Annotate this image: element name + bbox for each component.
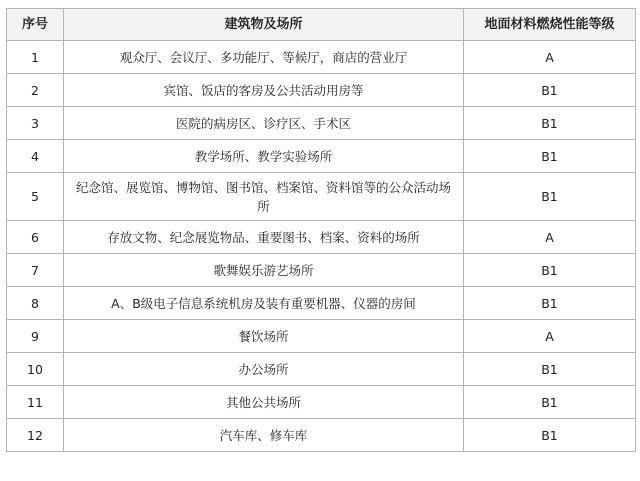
table-row: [7, 221, 636, 254]
table-body: [7, 41, 636, 452]
column-header-grade: 地面材料燃烧性能等级: [464, 9, 636, 41]
table-row: [7, 254, 636, 287]
table-header: [7, 9, 636, 41]
cell-no: 8: [7, 287, 64, 320]
cell-no: 12: [7, 419, 64, 452]
header-row: [7, 9, 636, 41]
table-row: [7, 107, 636, 140]
cell-place: 纪念馆、展览馆、博物馆、图书馆、档案馆、资料馆等的公众活动场所: [64, 173, 464, 221]
cell-grade: B1: [464, 173, 636, 221]
table-row: [7, 41, 636, 74]
cell-place: 医院的病房区、诊疗区、手术区: [64, 107, 464, 140]
table-row: [7, 74, 636, 107]
column-header-no: 序号: [7, 9, 64, 41]
cell-no: 10: [7, 353, 64, 386]
cell-place: 办公场所: [64, 353, 464, 386]
cell-grade: A: [464, 320, 636, 353]
cell-grade: B1: [464, 140, 636, 173]
table-row: [7, 287, 636, 320]
cell-no: 2: [7, 74, 64, 107]
flooring-fire-rating-table: [6, 8, 636, 452]
cell-no: 4: [7, 140, 64, 173]
table-row: [7, 419, 636, 452]
table-row: [7, 320, 636, 353]
cell-grade: A: [464, 41, 636, 74]
cell-grade: B1: [464, 386, 636, 419]
cell-no: 11: [7, 386, 64, 419]
table-row: [7, 386, 636, 419]
cell-no: 1: [7, 41, 64, 74]
cell-no: 9: [7, 320, 64, 353]
cell-place: 教学场所、教学实验场所: [64, 140, 464, 173]
cell-place: 餐饮场所: [64, 320, 464, 353]
cell-grade: B1: [464, 353, 636, 386]
table-row: [7, 353, 636, 386]
cell-place: 宾馆、饭店的客房及公共活动用房等: [64, 74, 464, 107]
cell-grade: B1: [464, 74, 636, 107]
cell-grade: B1: [464, 107, 636, 140]
cell-no: 5: [7, 173, 64, 221]
cell-place: 存放文物、纪念展览物品、重要图书、档案、资料的场所: [64, 221, 464, 254]
column-header-place: 建筑物及场所: [64, 9, 464, 41]
cell-no: 3: [7, 107, 64, 140]
cell-place: 汽车库、修车库: [64, 419, 464, 452]
table-row: [7, 140, 636, 173]
cell-no: 6: [7, 221, 64, 254]
cell-grade: A: [464, 221, 636, 254]
cell-grade: B1: [464, 254, 636, 287]
cell-place: 歌舞娱乐游艺场所: [64, 254, 464, 287]
table-row: [7, 173, 636, 221]
cell-place: 观众厅、会议厅、多功能厅、等候厅，商店的营业厅: [64, 41, 464, 74]
cell-grade: B1: [464, 287, 636, 320]
cell-grade: B1: [464, 419, 636, 452]
cell-place: A、B级电子信息系统机房及装有重要机器、仪器的房间: [64, 287, 464, 320]
cell-place: 其他公共场所: [64, 386, 464, 419]
cell-no: 7: [7, 254, 64, 287]
